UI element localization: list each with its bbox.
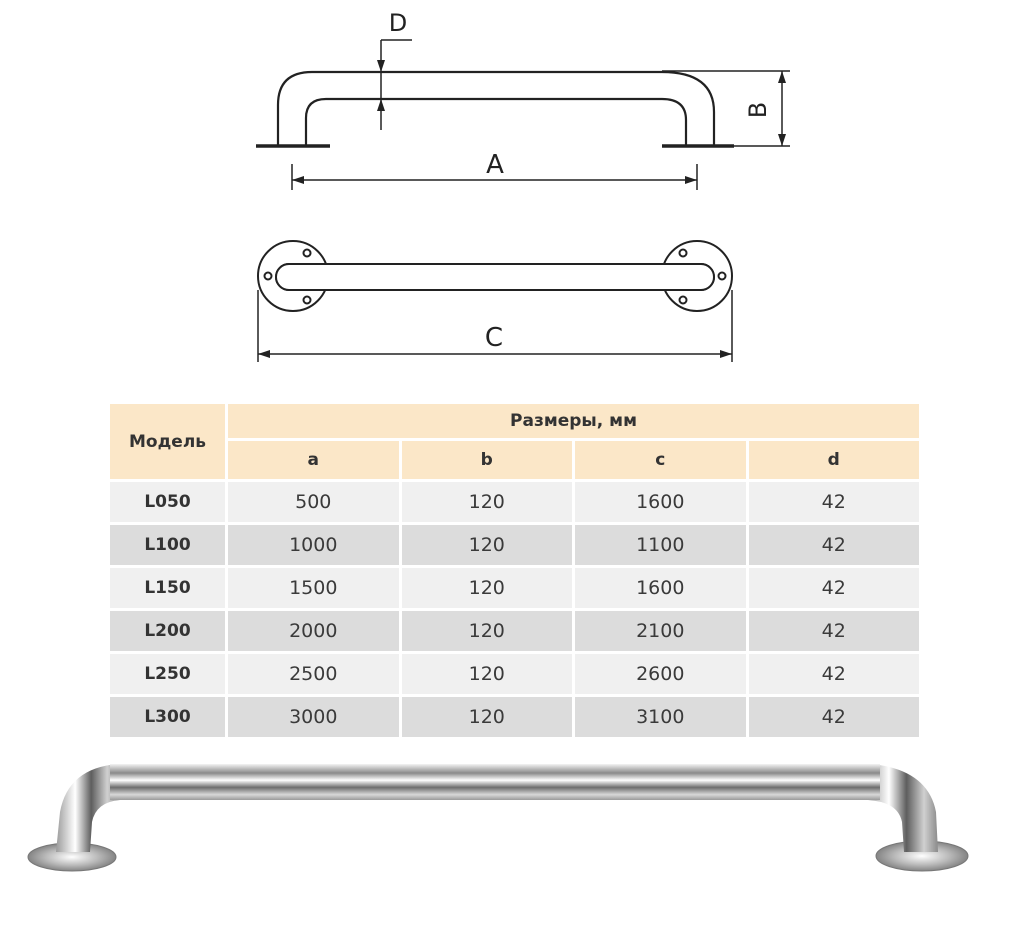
column-header-b: b	[402, 441, 573, 479]
table-row	[110, 482, 919, 522]
column-header-d: d	[749, 441, 920, 479]
cell-a: 2500	[228, 654, 399, 694]
table-row	[110, 568, 919, 608]
cell-c: 3100	[575, 697, 746, 737]
cell-b: 120	[402, 654, 573, 694]
column-header-a: a	[228, 441, 399, 479]
column-header-c: c	[575, 441, 746, 479]
cell-d: 42	[749, 482, 920, 522]
dimensions-header: Размеры, мм	[228, 404, 919, 438]
model-cell: L050	[110, 482, 225, 522]
cell-a: 500	[228, 482, 399, 522]
cell-c: 1100	[575, 525, 746, 565]
cell-a: 1000	[228, 525, 399, 565]
model-header: Модель	[110, 404, 225, 479]
label-b: B	[744, 101, 772, 119]
table-row	[110, 525, 919, 565]
model-cell: L100	[110, 525, 225, 565]
table-row	[110, 611, 919, 651]
grab-bar-image	[28, 764, 968, 871]
cell-b: 120	[402, 697, 573, 737]
table-row	[110, 697, 919, 737]
spec-table	[107, 401, 922, 740]
cell-b: 120	[402, 482, 573, 522]
cell-b: 120	[402, 568, 573, 608]
table-row	[110, 654, 919, 694]
cell-b: 120	[402, 611, 573, 651]
cell-c: 1600	[575, 568, 746, 608]
cell-c: 2100	[575, 611, 746, 651]
cell-d: 42	[749, 611, 920, 651]
label-a: A	[486, 150, 504, 180]
cell-a: 1500	[228, 568, 399, 608]
model-cell: L150	[110, 568, 225, 608]
label-d: D	[388, 9, 408, 37]
technical-drawing	[0, 0, 1014, 380]
cell-c: 1600	[575, 482, 746, 522]
cell-d: 42	[749, 568, 920, 608]
cell-a: 3000	[228, 697, 399, 737]
cell-d: 42	[749, 654, 920, 694]
model-cell: L200	[110, 611, 225, 651]
cell-c: 2600	[575, 654, 746, 694]
cell-a: 2000	[228, 611, 399, 651]
model-cell: L300	[110, 697, 225, 737]
cell-d: 42	[749, 697, 920, 737]
label-c: C	[484, 323, 504, 353]
side-view	[256, 40, 790, 190]
cell-b: 120	[402, 525, 573, 565]
cell-d: 42	[749, 525, 920, 565]
grab-bar-photo	[0, 745, 1014, 925]
model-cell: L250	[110, 654, 225, 694]
